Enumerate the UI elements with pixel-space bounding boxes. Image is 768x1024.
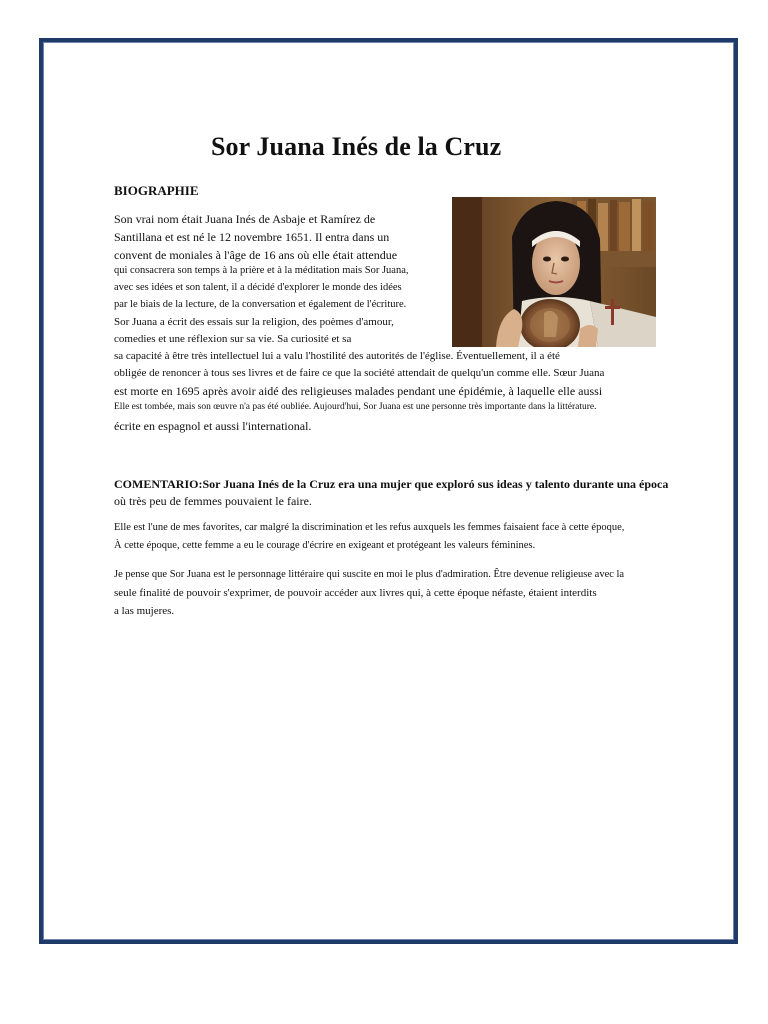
bio-line: est morte en 1695 après avoir aidé des religieuses malades pendant une épidémie, à laquelle elle aussi: [114, 384, 603, 398]
biography-heading: BIOGRAPHIE: [114, 183, 199, 198]
page-frame: [39, 38, 738, 944]
page-title: Sor Juana Inés de la Cruz: [211, 132, 502, 161]
paragraph-line: À cette époque, cette femme a eu le courage d'écrire en exigeant et protégeant les valeurs féminines.: [114, 540, 536, 551]
bio-line: convent de moniales à l'âge de 16 ans où elle était attendue: [114, 248, 398, 262]
paragraph-line: seule finalité de pouvoir s'exprimer, de pouvoir accéder aux livres qui, à cette époque néfaste, étaient interdits: [114, 587, 597, 599]
portrait-illustration: [452, 197, 656, 347]
paragraph-line: Elle est l'une de mes favorites, car malgré la discrimination et les refus auxquels les femmes faisaient face à cette époque,: [114, 522, 625, 533]
bio-line: Sor Juana a écrit des essais sur la religion, des poèmes d'amour,: [114, 316, 394, 328]
paragraph-line: Je pense que Sor Juana est le personnage littéraire qui suscite en moi le plus d'admiration. Être devenue religieuse avec la: [114, 569, 625, 580]
paragraph-line: a las mujeres.: [114, 605, 175, 617]
bio-line: avec ses idées et son talent, il a décidé d'explorer le monde des idées: [114, 282, 402, 293]
bio-line: Elle est tombée, mais son œuvre n'a pas été oubliée. Aujourd'hui, Sor Juana est une personne très importante dans la littérature.: [114, 402, 597, 412]
bio-line: Santillana et est né le 12 novembre 1651. Il entra dans un: [114, 230, 390, 244]
bio-line: par le biais de la lecture, de la conversation et également de l'écriture.: [114, 299, 407, 310]
commentary-line: COMENTARIO:Sor Juana Inés de la Cruz era una mujer que exploró sus ideas y talento durante una época: [114, 477, 669, 491]
bio-line: écrite en espagnol et aussi l'international.: [114, 419, 312, 433]
bio-line: sa capacité à être très intellectuel lui a valu l'hostilité des autorités de l'église. Éventuellement, il a été: [114, 350, 560, 362]
portrait-image: [452, 197, 656, 347]
bio-line: comedies et une réflexion sur sa vie. Sa curiosité et sa: [114, 333, 352, 345]
commentary-line: où très peu de femmes pouvaient le faire.: [114, 494, 312, 508]
bio-line: Son vrai nom était Juana Inés de Asbaje et Ramírez de: [114, 212, 376, 226]
bio-line: qui consacrera son temps à la prière et à la méditation mais Sor Juana,: [114, 265, 409, 276]
bio-line: obligée de renoncer à tous ses livres et de faire ce que la société attendait de quelqu'un comme elle. Sœur Juana: [114, 367, 605, 379]
